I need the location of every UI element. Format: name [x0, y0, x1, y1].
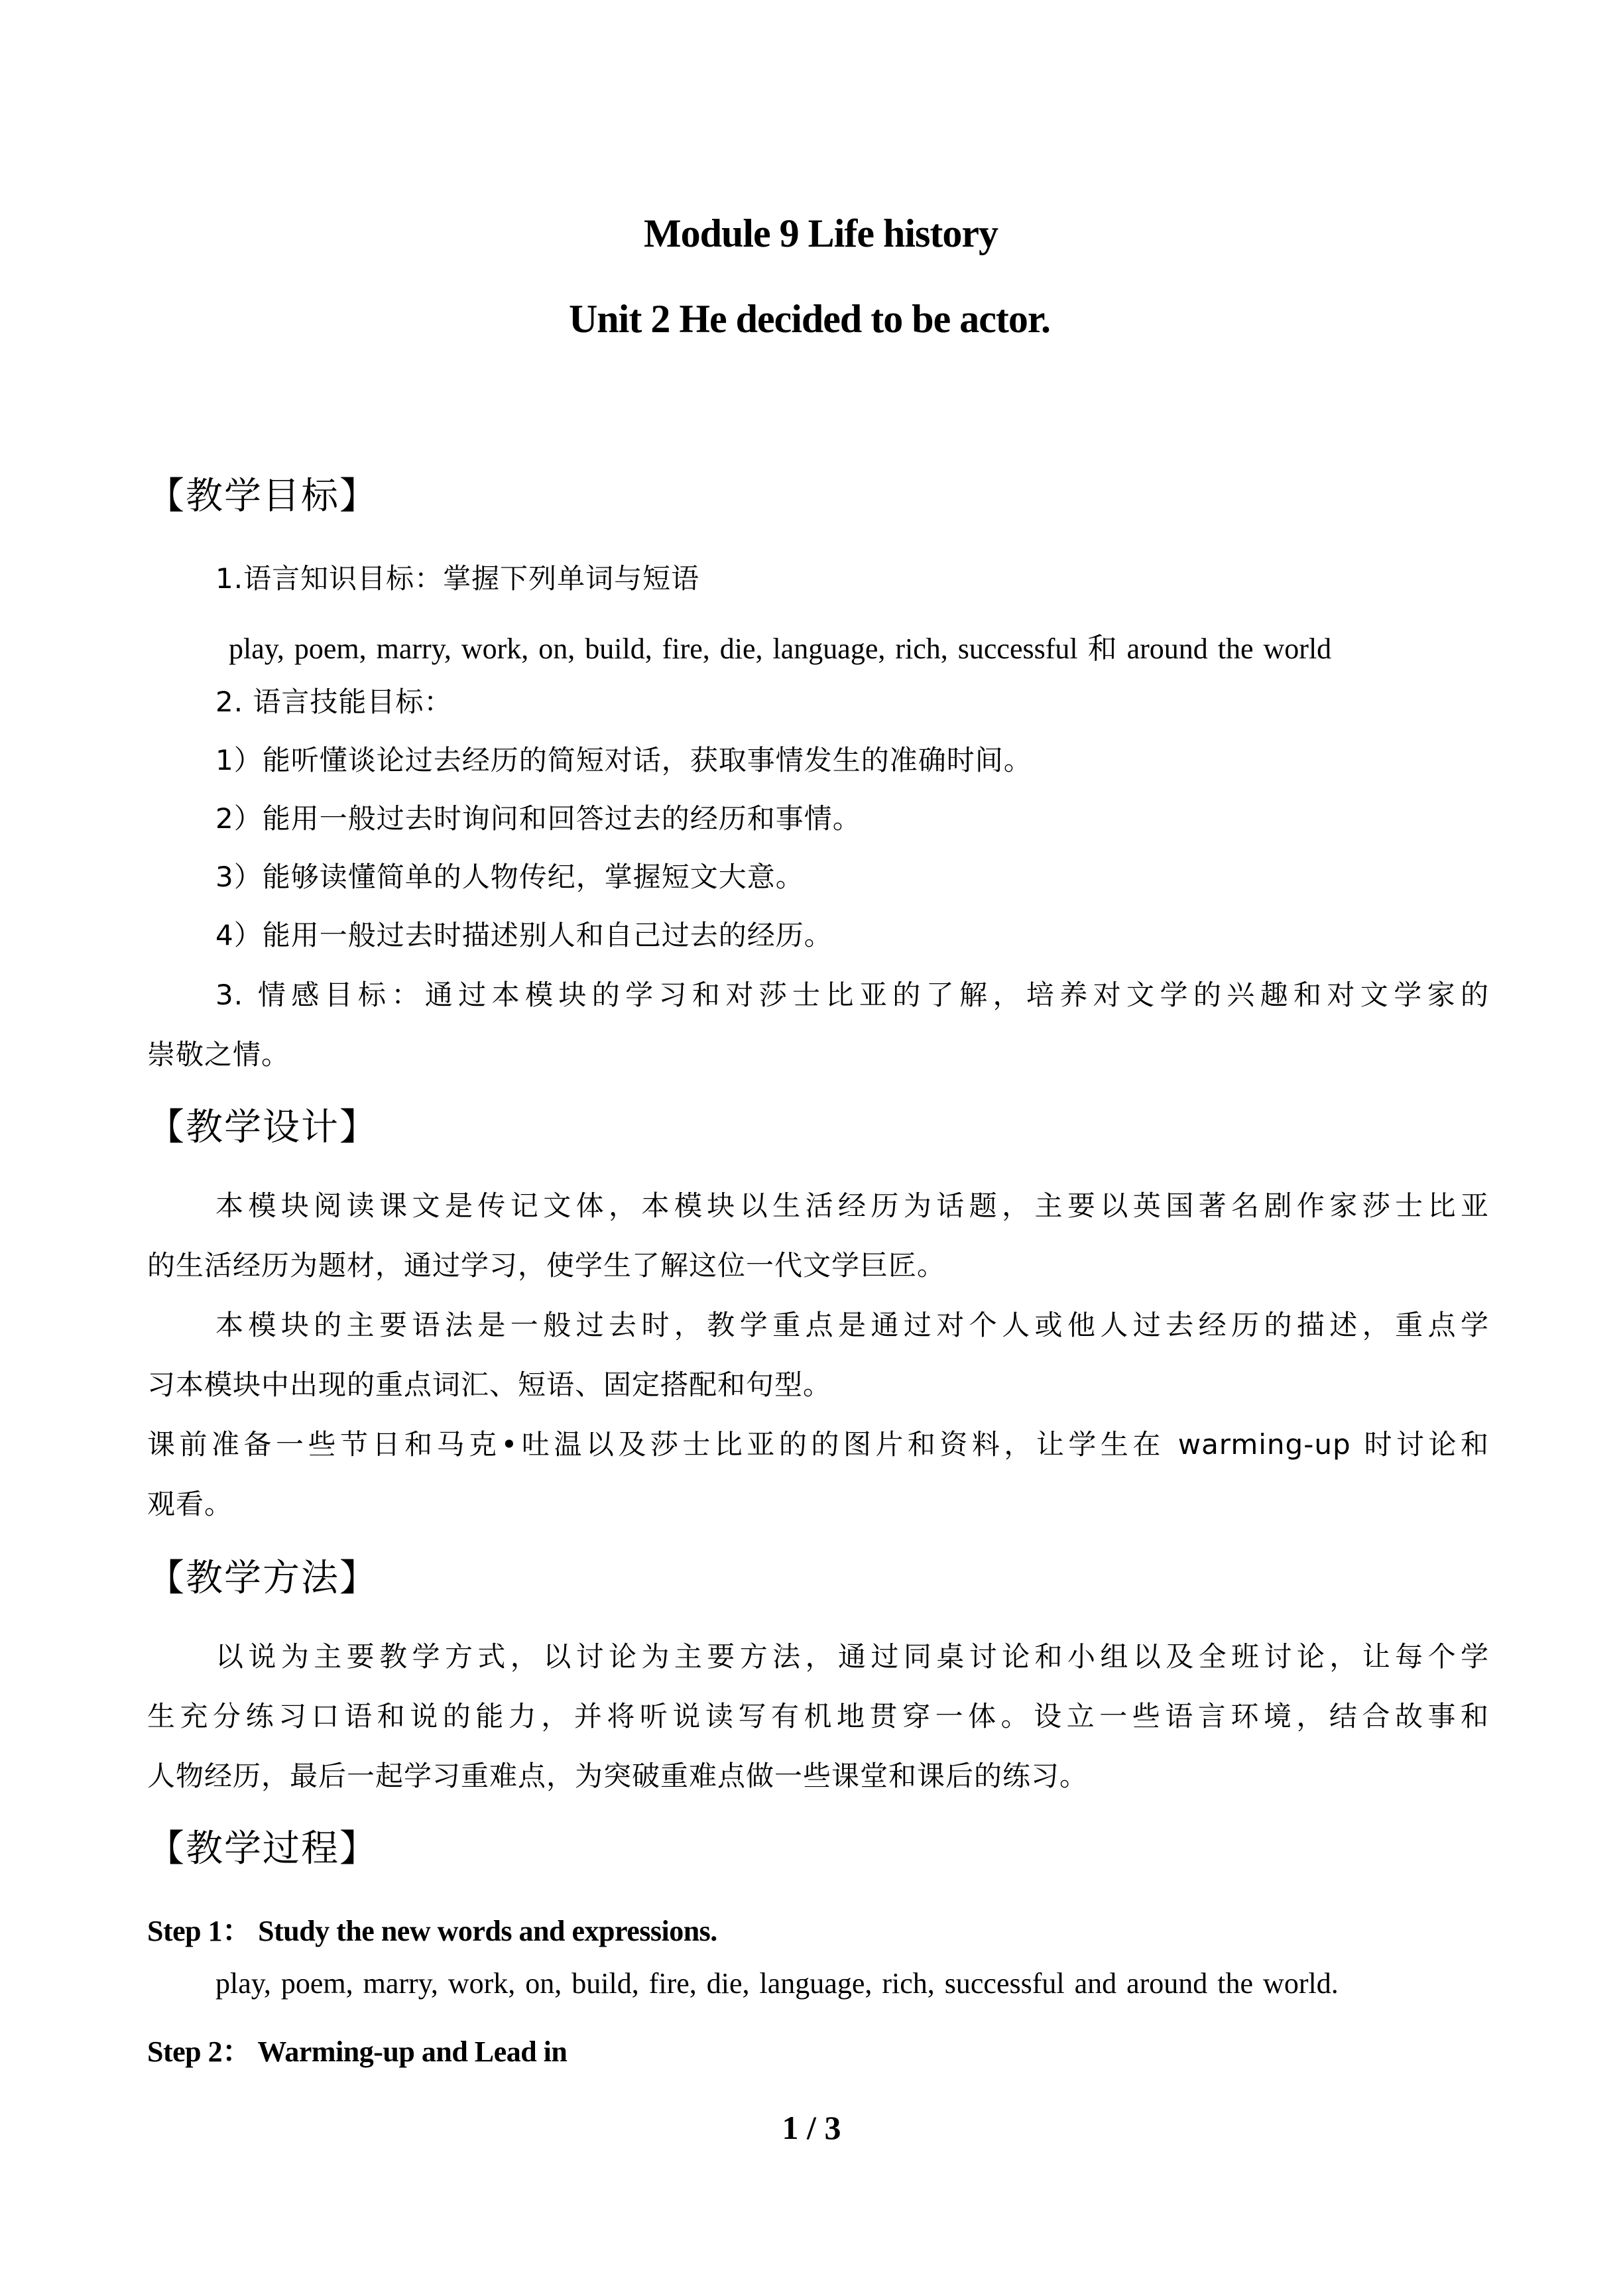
objective-knowledge-words: play, poem, marry, work, on, build, fire, die, language, rich, successful 和 around the world [229, 633, 1332, 665]
methods-line1: 以说为主要教学方式，以讨论为主要方法，通过同桌讨论和小组以及全班讨论，让每个学 [215, 1640, 1489, 1673]
section-heading-methods: 【教学方法】 [147, 1557, 378, 1600]
objective-emotion-line2: 崇敬之情。 [147, 1038, 290, 1071]
design-paragraph-1-line2: 的生活经历为题材，通过学习，使学生了解这位一代文学巨匠。 [147, 1249, 946, 1282]
section-heading-objectives: 【教学目标】 [147, 475, 378, 518]
methods-line3: 人物经历，最后一起学习重难点，为突破重难点做一些课堂和课后的练习。 [147, 1760, 1089, 1792]
skill-item: 1）能听懂谈论过去经历的简短对话，获取事情发生的准确时间。 [215, 744, 1032, 776]
design-paragraph-2-line2: 习本模块中出现的重点词汇、短语、固定搭配和句型。 [147, 1368, 832, 1401]
objective-knowledge-label: 1.语言知识目标：掌握下列单词与短语 [215, 562, 700, 595]
objective-skills-label: 2. 语言技能目标： [215, 686, 453, 718]
skill-item: 2）能用一般过去时询问和回答过去的经历和事情。 [215, 802, 861, 835]
section-heading-process: 【教学过程】 [147, 1827, 378, 1870]
document-title: Module 9 Life history [644, 211, 998, 255]
objective-emotion-line1: 3. 情感目标：通过本模块的学习和对莎士比亚的了解，培养对文学的兴趣和对文学家的 [215, 979, 1489, 1011]
step-2-title: Step 2： Warming-up and Lead in [147, 2035, 568, 2068]
design-paragraph-3-line1: 课前准备一些节日和马克•吐温以及莎士比亚的的图片和资料，让学生在 warming-up 时讨论和 [147, 1428, 1489, 1461]
section-heading-design: 【教学设计】 [147, 1106, 378, 1149]
methods-line2: 生充分练习口语和说的能力，并将听说读写有机地贯穿一体。设立一些语言环境，结合故事和 [147, 1700, 1489, 1732]
document-subtitle: Unit 2 He decided to be actor. [568, 297, 1051, 341]
skill-item: 3）能够读懂简单的人物传纪，掌握短文大意。 [215, 861, 804, 893]
page-number: 1 / 3 [782, 2109, 841, 2146]
step-1-title: Step 1： Study the new words and expressions. [147, 1915, 717, 1947]
step-1-words: play, poem, marry, work, on, build, fire, die, language, rich, successful and around the world. [215, 1967, 1339, 2000]
design-paragraph-1-line1: 本模块阅读课文是传记文体，本模块以生活经历为话题，主要以英国著名剧作家莎士比亚 [215, 1189, 1489, 1222]
skill-item: 4）能用一般过去时描述别人和自己过去的经历。 [215, 919, 833, 951]
design-paragraph-2-line1: 本模块的主要语法是一般过去时，教学重点是通过对个人或他人过去经历的描述，重点学 [215, 1309, 1489, 1341]
design-paragraph-3-line2: 观看。 [147, 1488, 233, 1520]
